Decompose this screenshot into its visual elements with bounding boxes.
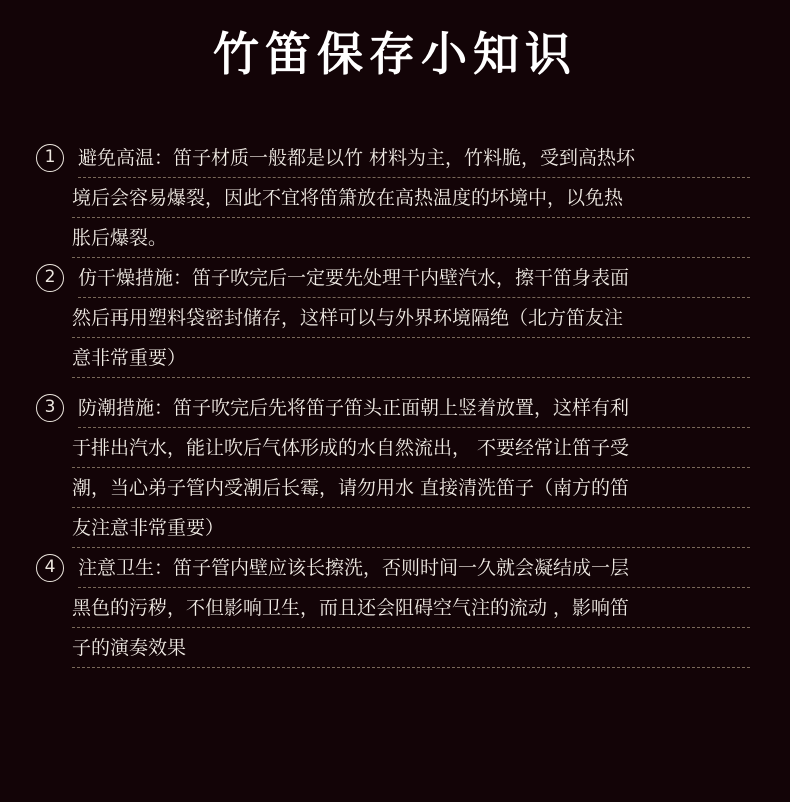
tip-line: 注意卫生：笛子管内壁应该长擦洗，否则时间一久就会凝结成一层 [78,548,750,588]
tips-list [36,138,750,668]
tip-line: 黑色的污秽，不但影响卫生，而且还会阻碍空气注的流动 ，影响笛 [72,588,750,628]
tip-line: 防潮措施：笛子吹完后先将笛子笛头正面朝上竖着放置，这样有利 [78,388,750,428]
tip-item [36,258,750,378]
tip-line: 潮，当心弟子管内受潮后长霉，请勿用水 直接清洗笛子（南方的笛 [72,468,750,508]
tip-line: 仿干燥措施：笛子吹完后一定要先处理干内壁汽水，擦干笛身表面 [78,258,750,298]
tip-item [36,388,750,548]
number-badge: 2 [36,264,64,292]
tip-item [36,138,750,258]
number-badge: 3 [36,394,64,422]
tip-line: 胀后爆裂。 [72,218,750,258]
tip-item [36,548,750,668]
number-badge: 1 [36,144,64,172]
tip-line: 意非常重要） [72,338,750,378]
tip-line: 友注意非常重要） [72,508,750,548]
tip-line: 然后再用塑料袋密封储存，这样可以与外界环境隔绝（北方笛友注 [72,298,750,338]
page-title: 竹笛保存小知识 [213,27,577,81]
tip-line: 子的演奏效果 [72,628,750,668]
tip-line: 于排出汽水，能让吹后气体形成的水自然流出， 不要经常让笛子受 [72,428,750,468]
tip-line: 境后会容易爆裂，因此不宜将笛箫放在高热温度的坏境中，以免热 [72,178,750,218]
tip-line: 避免高温：笛子材质一般都是以竹 材料为主，竹料脆，受到高热坏 [78,138,750,178]
number-badge: 4 [36,554,64,582]
